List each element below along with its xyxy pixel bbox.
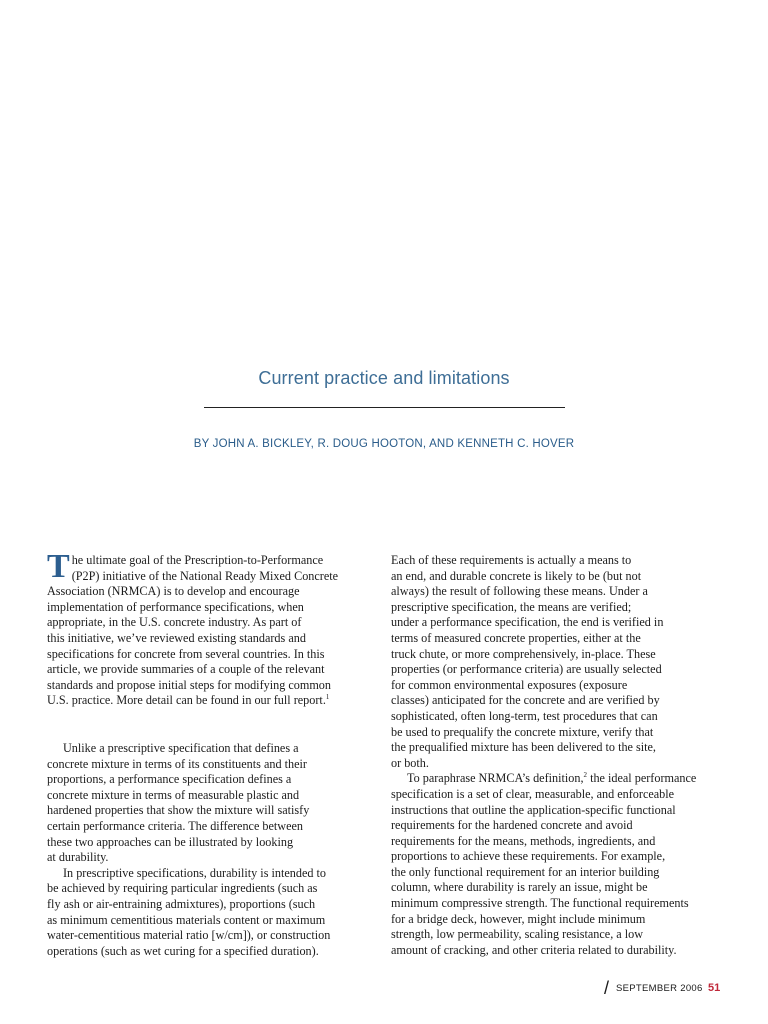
text-line: fly ash or air-entraining admixtures), proportions (such [47, 896, 316, 911]
text-line: proportions, a performance specification defines a [47, 772, 292, 787]
text-line: prescriptive specification, the means are verified; [391, 599, 632, 614]
text-line: this initiative, we’ve reviewed existing standards and [47, 630, 306, 645]
page-number: 51 [708, 982, 721, 994]
text-line: sophisticated, often long-term, test procedures that can [391, 708, 658, 723]
text-line: be achieved by requiring particular ingredients (such as [47, 881, 318, 896]
text-line: column, where durability is rarely an issue, might be [391, 880, 648, 895]
text-line: implementation of performance specifications, when [47, 599, 304, 614]
text-line: strength, low permeability, scaling resistance, a low [391, 927, 644, 942]
page-footer [604, 978, 734, 998]
left-column-intro [47, 548, 375, 709]
text-line: terms of measured concrete properties, either at the [391, 630, 641, 645]
title-divider [204, 407, 565, 408]
text-line-content: To paraphrase NRMCA’s definition, [407, 771, 584, 786]
footnote-marker: 1 [325, 693, 330, 702]
text-line: at durability. [47, 850, 109, 865]
text-line: be used to prequalify the concrete mixture, verify that [391, 724, 654, 739]
text-line: he ultimate goal of the Prescription-to-Performance [71, 553, 324, 567]
text-line: certain performance criteria. The difference between [47, 818, 304, 833]
footer-slash: / [604, 978, 610, 998]
text-line: properties (or performance criteria) are usually selected [391, 662, 662, 677]
text-line: amount of cracking, and other criteria related to durability. [391, 942, 677, 957]
text-line: under a performance specification, the end is verified in [391, 615, 664, 630]
text-line: Each of these requirements is actually a means to [391, 553, 632, 567]
text-line: specifications for concrete from several countries. In this [47, 646, 325, 661]
text-line: concrete mixture in terms of measurable plastic and [47, 787, 300, 802]
text-line: article, we provide summaries of a couple of the relevant [47, 662, 325, 677]
footnote-marker: 2 [583, 771, 588, 780]
text-line: standards and propose initial steps for modifying common [47, 677, 331, 692]
text-line: the only functional requirement for an interior building [391, 864, 660, 879]
footer-issue-date: SEPTEMBER 2006 [616, 983, 703, 994]
text-line [391, 771, 721, 787]
text-line: as minimum cementitious materials content or maximum [47, 912, 326, 927]
left-column-body [47, 741, 375, 959]
text-line: operations (such as wet curing for a specified duration). [47, 943, 319, 958]
text-line: (P2P) initiative of the National Ready Mixed Concrete [71, 568, 339, 583]
text-line [47, 866, 375, 882]
text-line: water-cementitious material ratio [w/cm]), or construction [47, 928, 331, 943]
text-line: requirements for the hardened concrete and avoid [391, 818, 633, 833]
text-line: truck chute, or more comprehensively, in-place. These [391, 646, 656, 661]
text-line [47, 693, 375, 709]
article-subtitle: Current practice and limitations [258, 368, 510, 388]
text-line: for common environmental exposures (exposure [391, 677, 628, 692]
text-line: for a bridge deck, however, might include minimum [391, 911, 646, 926]
text-line: proportions to achieve these requirements. For example, [391, 849, 666, 864]
text-line: these two approaches can be illustrated by looking [47, 834, 294, 849]
text-line: concrete mixture in terms of its constituents and their [47, 756, 307, 771]
text-line: specification is a set of clear, measurable, and enforceable [391, 786, 675, 801]
text-line: Association (NRMCA) is to develop and encourage [47, 584, 300, 599]
text-line: or both. [391, 755, 429, 770]
text-line: appropriate, in the U.S. concrete industry. As part of [47, 615, 302, 630]
text-line: classes) anticipated for the concrete and are verified by [391, 693, 660, 708]
text-line-content: the ideal performance [587, 771, 697, 786]
text-line-content: Unlike a prescriptive specification that defines a [63, 741, 299, 755]
text-line: an end, and durable concrete is likely to be (but not [391, 568, 642, 583]
text-line [47, 741, 375, 757]
text-line-content: U.S. practice. More detail can be found in our full report. [47, 693, 326, 708]
author-byline: BY JOHN A. BICKLEY, R. DOUG HOOTON, AND KENNETH C. HOVER [193, 438, 575, 450]
text-line: hardened properties that show the mixture will satisfy [47, 803, 310, 818]
text-line: always) the result of following these means. Under a [391, 584, 648, 599]
text-line: minimum compressive strength. The functional requirements [391, 896, 689, 911]
text-line: requirements for the means, methods, ingredients, and [391, 833, 656, 848]
right-column-body [391, 553, 721, 958]
text-line: instructions that outline the application-specific functional [391, 802, 676, 817]
text-line: the prequalified mixture has been delivered to the site, [391, 740, 656, 755]
text-line-content: In prescriptive specifications, durability is intended to [63, 865, 326, 880]
drop-cap: T [47, 548, 70, 585]
